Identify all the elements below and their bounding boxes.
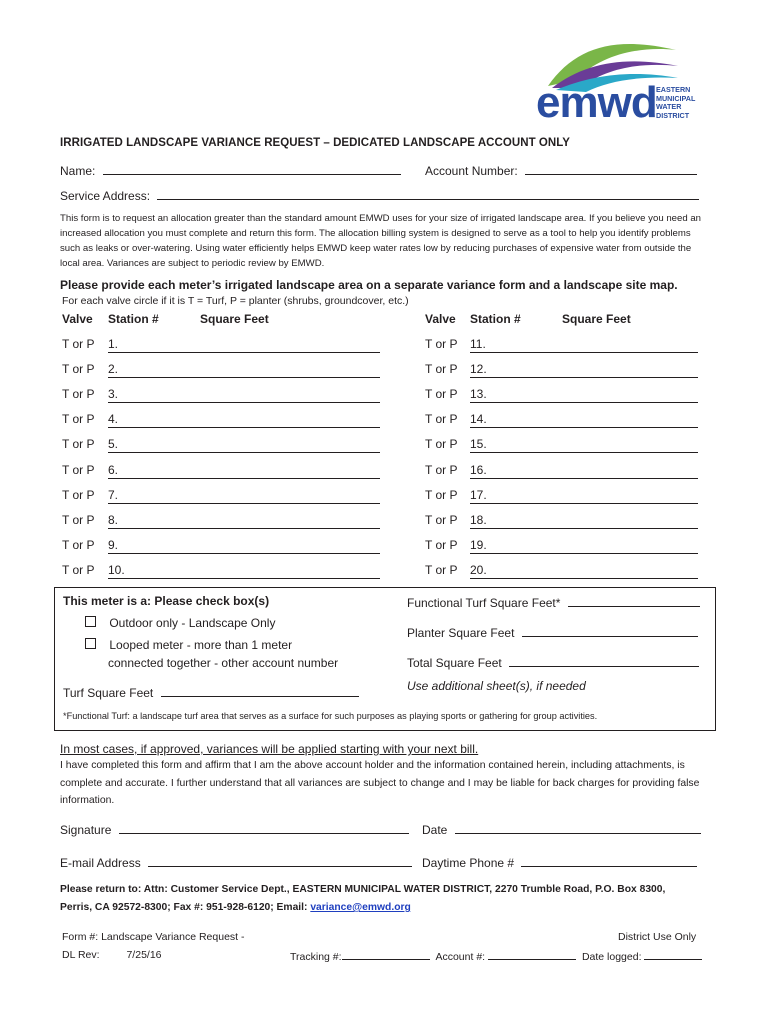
station-number: 11. — [470, 337, 486, 351]
instruction-subtext: For each valve circle if it is T = Turf, P = planter (shrubs, groundcover, etc.) — [62, 295, 409, 307]
tracking-label: Tracking #: — [290, 951, 342, 963]
station-row — [0, 563, 770, 581]
station-number: 18. — [470, 512, 487, 527]
valve-turf-or-planter[interactable]: T or P — [425, 437, 458, 452]
name-label: Name: — [60, 164, 96, 178]
station-number: 8. — [108, 512, 119, 527]
valve-turf-or-planter[interactable]: T or P — [62, 337, 95, 351]
valve-turf-or-planter[interactable]: T or P — [62, 487, 95, 502]
dl-rev-label: DL Rev: — [62, 949, 100, 961]
date-logged-label: Date logged: — [581, 951, 642, 963]
station-number: 15. — [470, 437, 487, 452]
station-row — [0, 412, 770, 430]
valve-turf-or-planter[interactable]: T or P — [62, 437, 95, 452]
name-field[interactable] — [103, 162, 401, 175]
functional-turf-label: Functional Turf Square Feet* — [407, 596, 561, 610]
square-feet-field[interactable] — [470, 528, 698, 529]
square-feet-header: Square Feet — [200, 312, 269, 326]
form-title: IRRIGATED LANDSCAPE VARIANCE REQUEST – DEDICATED LANDSCAPE ACCOUNT ONLY — [60, 137, 571, 149]
station-header: Station # — [108, 312, 159, 326]
station-row — [0, 463, 770, 481]
return-address-line2: Perris, CA 92572-8300; Fax #: 951-928-6120; Email: — [60, 902, 311, 913]
station-header: Station # — [470, 312, 521, 326]
valve-turf-or-planter[interactable]: T or P — [62, 412, 95, 427]
affirmation-heading: In most cases, if approved, variances will be applied starting with your next bill. — [60, 742, 479, 756]
date-logged-field[interactable] — [644, 949, 702, 960]
logo-wordmark: emwd — [536, 78, 657, 127]
planter-sqft-field[interactable] — [522, 624, 698, 637]
valve-turf-or-planter[interactable]: T or P — [62, 512, 95, 527]
square-feet-field[interactable] — [470, 427, 698, 428]
daytime-phone-label: Daytime Phone # — [422, 856, 515, 870]
account-number-field[interactable] — [525, 162, 697, 175]
valve-turf-or-planter[interactable]: T or P — [425, 462, 458, 477]
valve-turf-or-planter[interactable]: T or P — [62, 362, 95, 377]
looped-meter-label-line2: connected together - other account number — [108, 656, 339, 670]
station-row — [0, 488, 770, 506]
email-field[interactable] — [148, 854, 412, 867]
station-number: 5. — [108, 437, 119, 452]
outdoor-only-checkbox[interactable] — [85, 616, 96, 627]
square-feet-field[interactable] — [470, 503, 698, 504]
meter-type-box — [54, 587, 716, 731]
station-row — [0, 362, 770, 380]
valve-turf-or-planter[interactable]: T or P — [425, 537, 458, 552]
station-number: 9. — [108, 537, 119, 552]
station-row — [0, 538, 770, 556]
station-row — [0, 387, 770, 405]
square-feet-field[interactable] — [470, 553, 698, 554]
square-feet-field[interactable] — [470, 478, 698, 479]
functional-turf-field[interactable] — [568, 594, 700, 607]
logo-district-line: DISTRICT — [656, 110, 690, 120]
return-address-line1: Please return to: Attn: Customer Service Dept., EASTERN MUNICIPAL WATER DISTRICT, 2270 Trumble Road, P.O. Box 8300, — [60, 884, 666, 895]
square-feet-field[interactable] — [470, 578, 698, 579]
footer-account-label: Account #: — [435, 951, 486, 963]
station-number: 1. — [108, 337, 119, 351]
return-email-link[interactable]: variance@emwd.org — [310, 902, 411, 913]
looped-meter-checkbox[interactable] — [85, 638, 96, 649]
station-number: 19. — [470, 537, 487, 552]
station-number: 4. — [108, 412, 119, 427]
station-number: 17. — [470, 487, 487, 502]
station-row — [0, 513, 770, 531]
valve-turf-or-planter[interactable]: T or P — [425, 512, 458, 527]
total-sqft-label: Total Square Feet — [407, 656, 502, 670]
service-address-field[interactable] — [157, 187, 699, 200]
affirmation-paragraph: I have completed this form and affirm that I am the above account holder and the information contained herein, including attachments, is complete and accurate. I further understand that all variances are subject to change and I may be liable for back charges for providing false information. — [60, 760, 700, 806]
square-feet-header: Square Feet — [562, 312, 631, 326]
email-label: E-mail Address — [60, 856, 141, 870]
form-number: Form #: Landscape Variance Request - — [62, 931, 245, 943]
valve-turf-or-planter[interactable]: T or P — [62, 462, 95, 477]
valve-turf-or-planter[interactable]: T or P — [62, 537, 95, 552]
looped-meter-label: Looped meter - more than 1 meter — [109, 638, 293, 652]
signature-label: Signature — [60, 823, 112, 837]
date-field[interactable] — [455, 821, 701, 834]
square-feet-field[interactable] — [470, 352, 698, 353]
account-number-label: Account Number: — [425, 164, 518, 178]
additional-sheets-note: Use additional sheet(s), if needed — [407, 679, 586, 693]
station-number: 16. — [470, 462, 487, 477]
valve-turf-or-planter[interactable]: T or P — [425, 487, 458, 502]
valve-turf-or-planter[interactable]: T or P — [425, 337, 458, 351]
total-sqft-field[interactable] — [509, 654, 699, 667]
valve-turf-or-planter[interactable]: T or P — [425, 362, 458, 377]
square-feet-field[interactable] — [470, 402, 698, 403]
signature-field[interactable] — [119, 821, 409, 834]
valve-header: Valve — [425, 312, 456, 326]
valve-turf-or-planter[interactable]: T or P — [425, 562, 458, 577]
valve-header: Valve — [62, 312, 93, 326]
logo-district-line: WATER — [656, 102, 682, 112]
valve-turf-or-planter[interactable]: T or P — [425, 412, 458, 427]
square-feet-field[interactable] — [470, 377, 698, 378]
tracking-field[interactable] — [342, 949, 430, 960]
intro-paragraph: This form is to request an allocation greater than the standard amount EMWD uses for your size of irrigated landscape area. If you believe you need an increased allocation you must complete and return this form. The allocation billing system is designed to serve as a tool to help you identify problems such as leaks or over-watering. Using water efficiently helps EMWD keep water rates low by reducing purchases of expensive water from outside the local area. Variances are subject to periodic review by EMWD. — [60, 213, 701, 269]
service-address-label: Service Address: — [60, 189, 151, 203]
station-number: 2. — [108, 362, 119, 377]
station-number: 13. — [470, 387, 487, 402]
station-number: 6. — [108, 462, 119, 477]
station-number: 12. — [470, 362, 487, 377]
valve-turf-or-planter[interactable]: T or P — [425, 387, 458, 402]
logo-district-line: MUNICIPAL — [656, 93, 696, 103]
meter-box-heading: This meter is a: Please check box(s) — [63, 594, 270, 608]
valve-turf-or-planter[interactable]: T or P — [62, 562, 95, 577]
planter-sqft-label: Planter Square Feet — [407, 626, 515, 640]
station-number: 14. — [470, 412, 487, 427]
station-row — [0, 337, 770, 355]
district-use-only: District Use Only — [618, 931, 697, 943]
station-row — [0, 437, 770, 455]
square-feet-field[interactable] — [470, 452, 698, 453]
daytime-phone-field[interactable] — [521, 854, 697, 867]
dl-rev-date: 7/25/16 — [126, 949, 162, 961]
station-number: 3. — [108, 387, 119, 402]
date-label: Date — [422, 823, 448, 837]
station-number: 20. — [470, 562, 487, 577]
turf-sqft-label: Turf Square Feet — [63, 686, 154, 700]
station-number: 7. — [108, 487, 119, 502]
station-number: 10. — [108, 562, 125, 577]
instruction-heading: Please provide each meter’s irrigated landscape area on a separate variance form and a landscape site map. — [60, 278, 678, 292]
valve-turf-or-planter[interactable]: T or P — [62, 387, 95, 402]
functional-turf-footnote: *Functional Turf: a landscape turf area that serves as a surface for such purposes as playing sports or gathering for group activities. — [63, 711, 598, 721]
logo-district-line: EASTERN — [656, 85, 691, 94]
emwd-logo — [536, 40, 716, 132]
turf-sqft-field[interactable] — [161, 684, 359, 697]
footer-account-field[interactable] — [488, 949, 576, 960]
outdoor-only-label: Outdoor only - Landscape Only — [109, 616, 276, 630]
